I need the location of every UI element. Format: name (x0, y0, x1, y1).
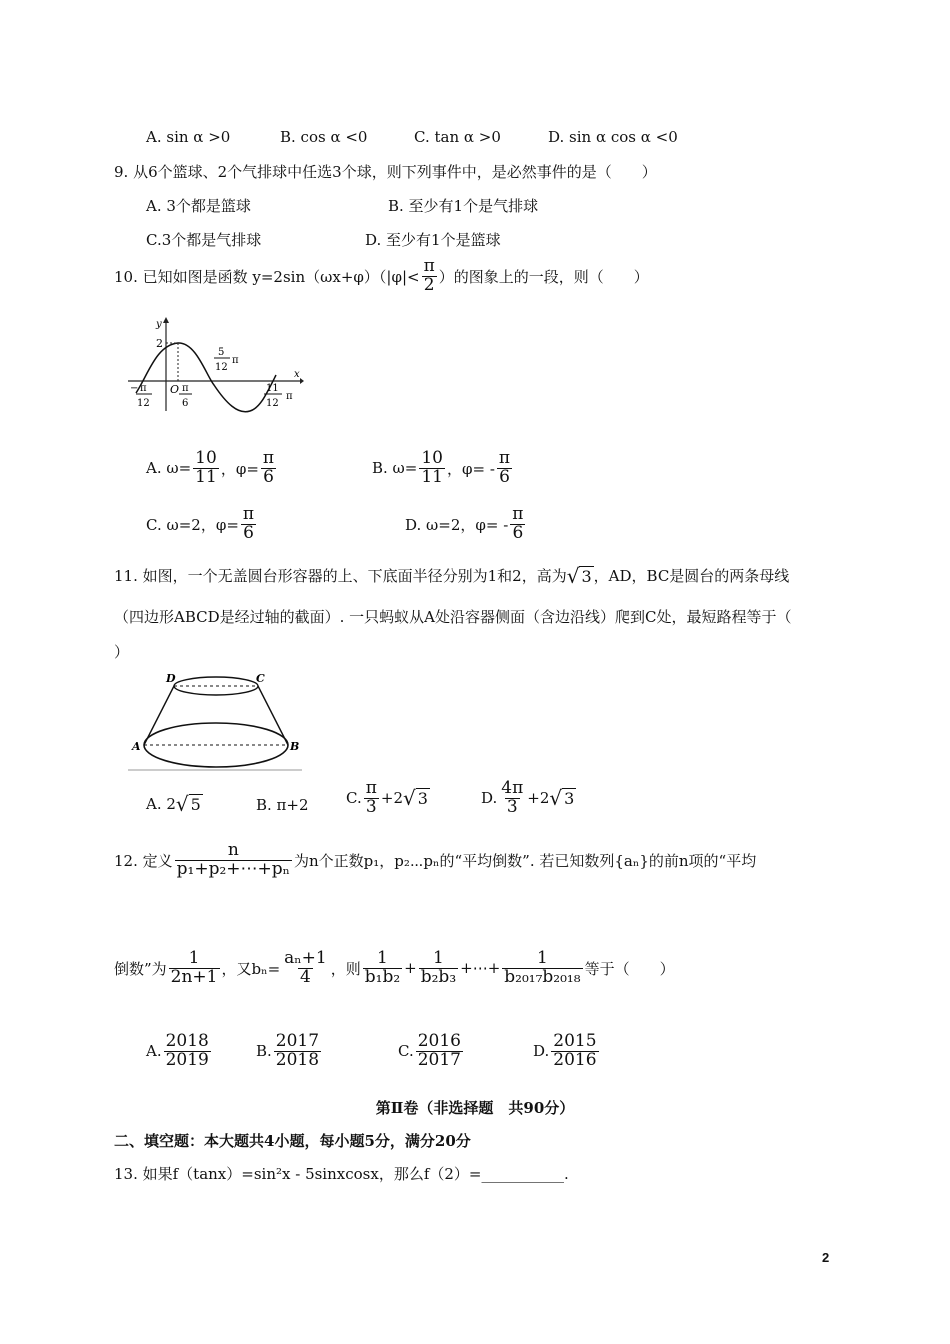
q11-frustum-figure (126, 668, 304, 774)
graph-n11: 11 (266, 383, 279, 394)
option-label: A. ω= (146, 459, 192, 478)
option-label: D. ω=2，φ= - (405, 515, 509, 534)
frac-num: 4π (501, 778, 524, 798)
graph-y-label: y (156, 319, 162, 330)
option-frac (551, 1033, 598, 1070)
frac-den: 11 (195, 466, 217, 487)
frac-den: b₂b₃ (420, 966, 457, 987)
q10-stem-end: ）的图象上的一段，则（ ） (438, 267, 649, 286)
q11-option-c (346, 780, 430, 817)
q11-option-d (481, 780, 576, 817)
frac-num: 2017 (275, 1031, 320, 1051)
graph-pi: π (286, 391, 293, 402)
svg-text:5 (218, 347, 224, 358)
frac-num: 1 (188, 948, 200, 968)
frac-den: 4 (300, 966, 311, 987)
frac-den: 2019 (165, 1049, 209, 1070)
option-mid: ，φ= (220, 459, 259, 478)
svg-text:− (130, 383, 138, 394)
graph-minus: − (130, 383, 139, 394)
frac-den: 3 (506, 796, 518, 817)
frac-den: 2018 (275, 1049, 320, 1070)
svg-text:11 (266, 383, 279, 394)
q12-line1 (114, 842, 756, 879)
option-post: +2 (527, 789, 550, 808)
radicand: 3 (564, 789, 575, 809)
q11-line1 (114, 565, 789, 586)
option-frac (164, 1033, 211, 1070)
frac-num: 2018 (165, 1031, 209, 1051)
q12-option-b (256, 1033, 323, 1070)
q10-sine-graph (126, 315, 304, 415)
q12-option-d (533, 1033, 601, 1070)
graph-d12: 12 (266, 398, 279, 409)
radicand: 5 (190, 795, 201, 814)
option-label: D. (533, 1042, 550, 1061)
option-post: +2 (380, 789, 404, 808)
q9-option-b: B. 至少有1个是气排球 (388, 197, 539, 215)
sqrt-3: √ 3 (403, 786, 428, 811)
option-label: C. (398, 1042, 414, 1061)
frac-num: 1 (377, 948, 388, 968)
graph-d6: 6 (182, 398, 189, 409)
q9-option-c: C.3个都是气排球 (146, 231, 262, 249)
frac-num: π (423, 256, 435, 276)
q12-option-a (146, 1033, 213, 1070)
q9-option-a: A. 3个都是篮球 (146, 197, 251, 215)
option-mid: ，φ= - (447, 459, 495, 478)
frac-num: 2015 (553, 1031, 597, 1051)
q12-end: 等于（ ） (584, 959, 675, 978)
svg-text:6 (182, 398, 188, 409)
q10-stem-text: 10. 已知如图是函数 y=2sin（ωx+φ）（|φ|< (114, 267, 420, 286)
sqrt-3: √ 3 (566, 563, 592, 588)
q10-stem (114, 258, 649, 295)
svg-text:π (182, 383, 189, 394)
average-reciprocal-definition (175, 842, 292, 879)
frac-num: 1 (537, 948, 548, 968)
label-b: B (290, 740, 300, 753)
q12-mid: ，又bₙ= (221, 959, 281, 978)
page-number: 2 (822, 1250, 830, 1265)
svg-text:C (256, 672, 265, 685)
graph-d12: 12 (215, 362, 228, 373)
frac-den: 2016 (553, 1049, 597, 1070)
sum-term-1 (363, 950, 402, 987)
graph-d12: 12 (137, 398, 150, 409)
svg-text:B (289, 740, 299, 753)
phi-frac (241, 506, 256, 543)
q12-option-c (398, 1033, 465, 1070)
frac-num: π (498, 448, 511, 468)
option-label: B. (256, 1042, 272, 1061)
svg-text:x (294, 369, 300, 380)
frac-den: 2 (423, 274, 435, 295)
avg-frac (169, 950, 220, 987)
frac-den: b₁b₂ (364, 966, 401, 987)
option-label: A. 2 (146, 795, 176, 813)
q12-line2 (114, 950, 675, 987)
pi-frac (499, 780, 525, 817)
svg-text:12 (215, 362, 228, 373)
label-c: C (256, 672, 265, 685)
frac-den: 6 (499, 466, 510, 487)
frac-num: n (227, 840, 239, 860)
q10-option-a (146, 450, 278, 487)
frac-num: π (242, 504, 255, 524)
graph-pi: π (232, 355, 239, 366)
label-d: D (166, 672, 176, 685)
svg-text:A (131, 740, 141, 753)
q12-text-end: 为n个正数p₁，p₂⋯pₙ的“平均倒数”. 若已知数列{aₙ}的前n项的“平均 (294, 851, 757, 870)
q11-option-b: B. π+2 (256, 796, 309, 814)
q11-line2: （四边形ABCD是经过轴的截面）. 一只蚂蚁从A处沿容器侧面（含边沿线）爬到C处，最短路程等于（ (114, 608, 792, 626)
svg-text:2 (156, 337, 163, 350)
option-frac (274, 1033, 321, 1070)
bn-frac (282, 950, 329, 987)
option-frac (416, 1033, 463, 1070)
svg-text:y (155, 319, 162, 330)
radicand: 3 (417, 789, 428, 809)
frac-den: p₁+p₂+⋯+pₙ (176, 858, 290, 879)
q13: 13. 如果f（tanx）=sin²x - 5sinxcosx，那么f（2）=___________. (114, 1165, 569, 1183)
part2-title: 第Ⅱ卷（非选择题 共90分） (375, 1099, 575, 1117)
frac-num: π (262, 448, 275, 468)
svg-text:O (170, 383, 179, 396)
sqrt-5: √ 5 (175, 792, 201, 816)
svg-text:π (232, 355, 239, 366)
frac-num: 1 (433, 948, 444, 968)
q8-option-b: B. cos α <0 (280, 128, 368, 146)
frac-num: 10 (421, 448, 443, 468)
frac-den: b₂₀₁₇b₂₀₁₈ (504, 966, 581, 987)
q12-text: 倒数”为 (114, 959, 167, 978)
option-label: C. ω=2，φ= (146, 515, 239, 534)
svg-text:π (286, 391, 293, 402)
omega-frac (193, 450, 219, 487)
graph-pi: π (182, 383, 189, 394)
frac-den: 2n+1 (170, 966, 218, 987)
graph-label-2: 2 (156, 337, 163, 350)
q10-option-c (146, 506, 258, 543)
q9-stem: 9. 从6个篮球、2个气排球中任选3个球，则下列事件中，是必然事件的是（ ） (114, 163, 657, 181)
omega-frac (419, 450, 445, 487)
radicand: 3 (581, 566, 592, 586)
frac-num: aₙ+1 (284, 948, 327, 968)
graph-origin-label: O (170, 383, 180, 396)
graph-pi: π (140, 383, 147, 394)
q9-option-d: D. 至少有1个是篮球 (365, 231, 501, 249)
option-label: D. (481, 789, 498, 808)
frac-num: π (365, 778, 377, 798)
q10-phi-bound (422, 258, 437, 295)
frac-den: 6 (512, 522, 524, 543)
frac-den: 2017 (417, 1049, 461, 1070)
frac-den: 6 (243, 522, 254, 543)
graph-x-label: x (294, 369, 300, 380)
q12-text: 12. 定义 (114, 851, 173, 870)
phi-frac (497, 450, 512, 487)
plus-sign: + (404, 959, 417, 978)
sum-term-2 (419, 950, 458, 987)
sqrt-3: √ 3 (549, 786, 575, 811)
frac-num: 2016 (417, 1031, 461, 1051)
q8-option-a: A. sin α >0 (146, 128, 231, 146)
frac-den: 11 (421, 466, 443, 487)
q8-option-c: C. tan α >0 (414, 128, 501, 146)
label-a: A (132, 740, 141, 753)
svg-text:D (165, 672, 176, 685)
pi-frac (364, 780, 379, 817)
sum-term-last (502, 950, 582, 987)
option-label: B. ω= (372, 459, 418, 478)
phi-frac (510, 506, 525, 543)
option-label: A. (146, 1042, 162, 1061)
option-label: C. (346, 789, 362, 808)
frac-num: π (512, 504, 524, 524)
ellipsis: +⋯+ (460, 959, 501, 978)
q8-option-d: D. sin α cos α <0 (548, 128, 678, 146)
frac-num: 10 (195, 448, 217, 468)
q11-line3: ） (114, 643, 130, 661)
phi-frac (261, 450, 276, 487)
frac-den: 3 (365, 796, 377, 817)
frac-den: 6 (263, 466, 274, 487)
section2-heading: 二、填空题：本大题共4小题，每小题5分，满分20分 (114, 1132, 471, 1150)
graph-n5: 5 (218, 347, 225, 358)
svg-text:π (140, 383, 147, 394)
q12-then: ，则 (330, 959, 361, 978)
q10-option-b (372, 450, 514, 487)
svg-text:12 (137, 398, 150, 409)
q11-option-a (146, 794, 203, 814)
svg-text:12 (266, 398, 279, 409)
q10-option-d (405, 506, 527, 543)
q11-text: 11. 如图，一个无盖圆台形容器的上、下底面半径分别为1和2，高为 (114, 567, 567, 585)
q11-text-end: ，AD，BC是圆台的两条母线 (593, 567, 790, 585)
